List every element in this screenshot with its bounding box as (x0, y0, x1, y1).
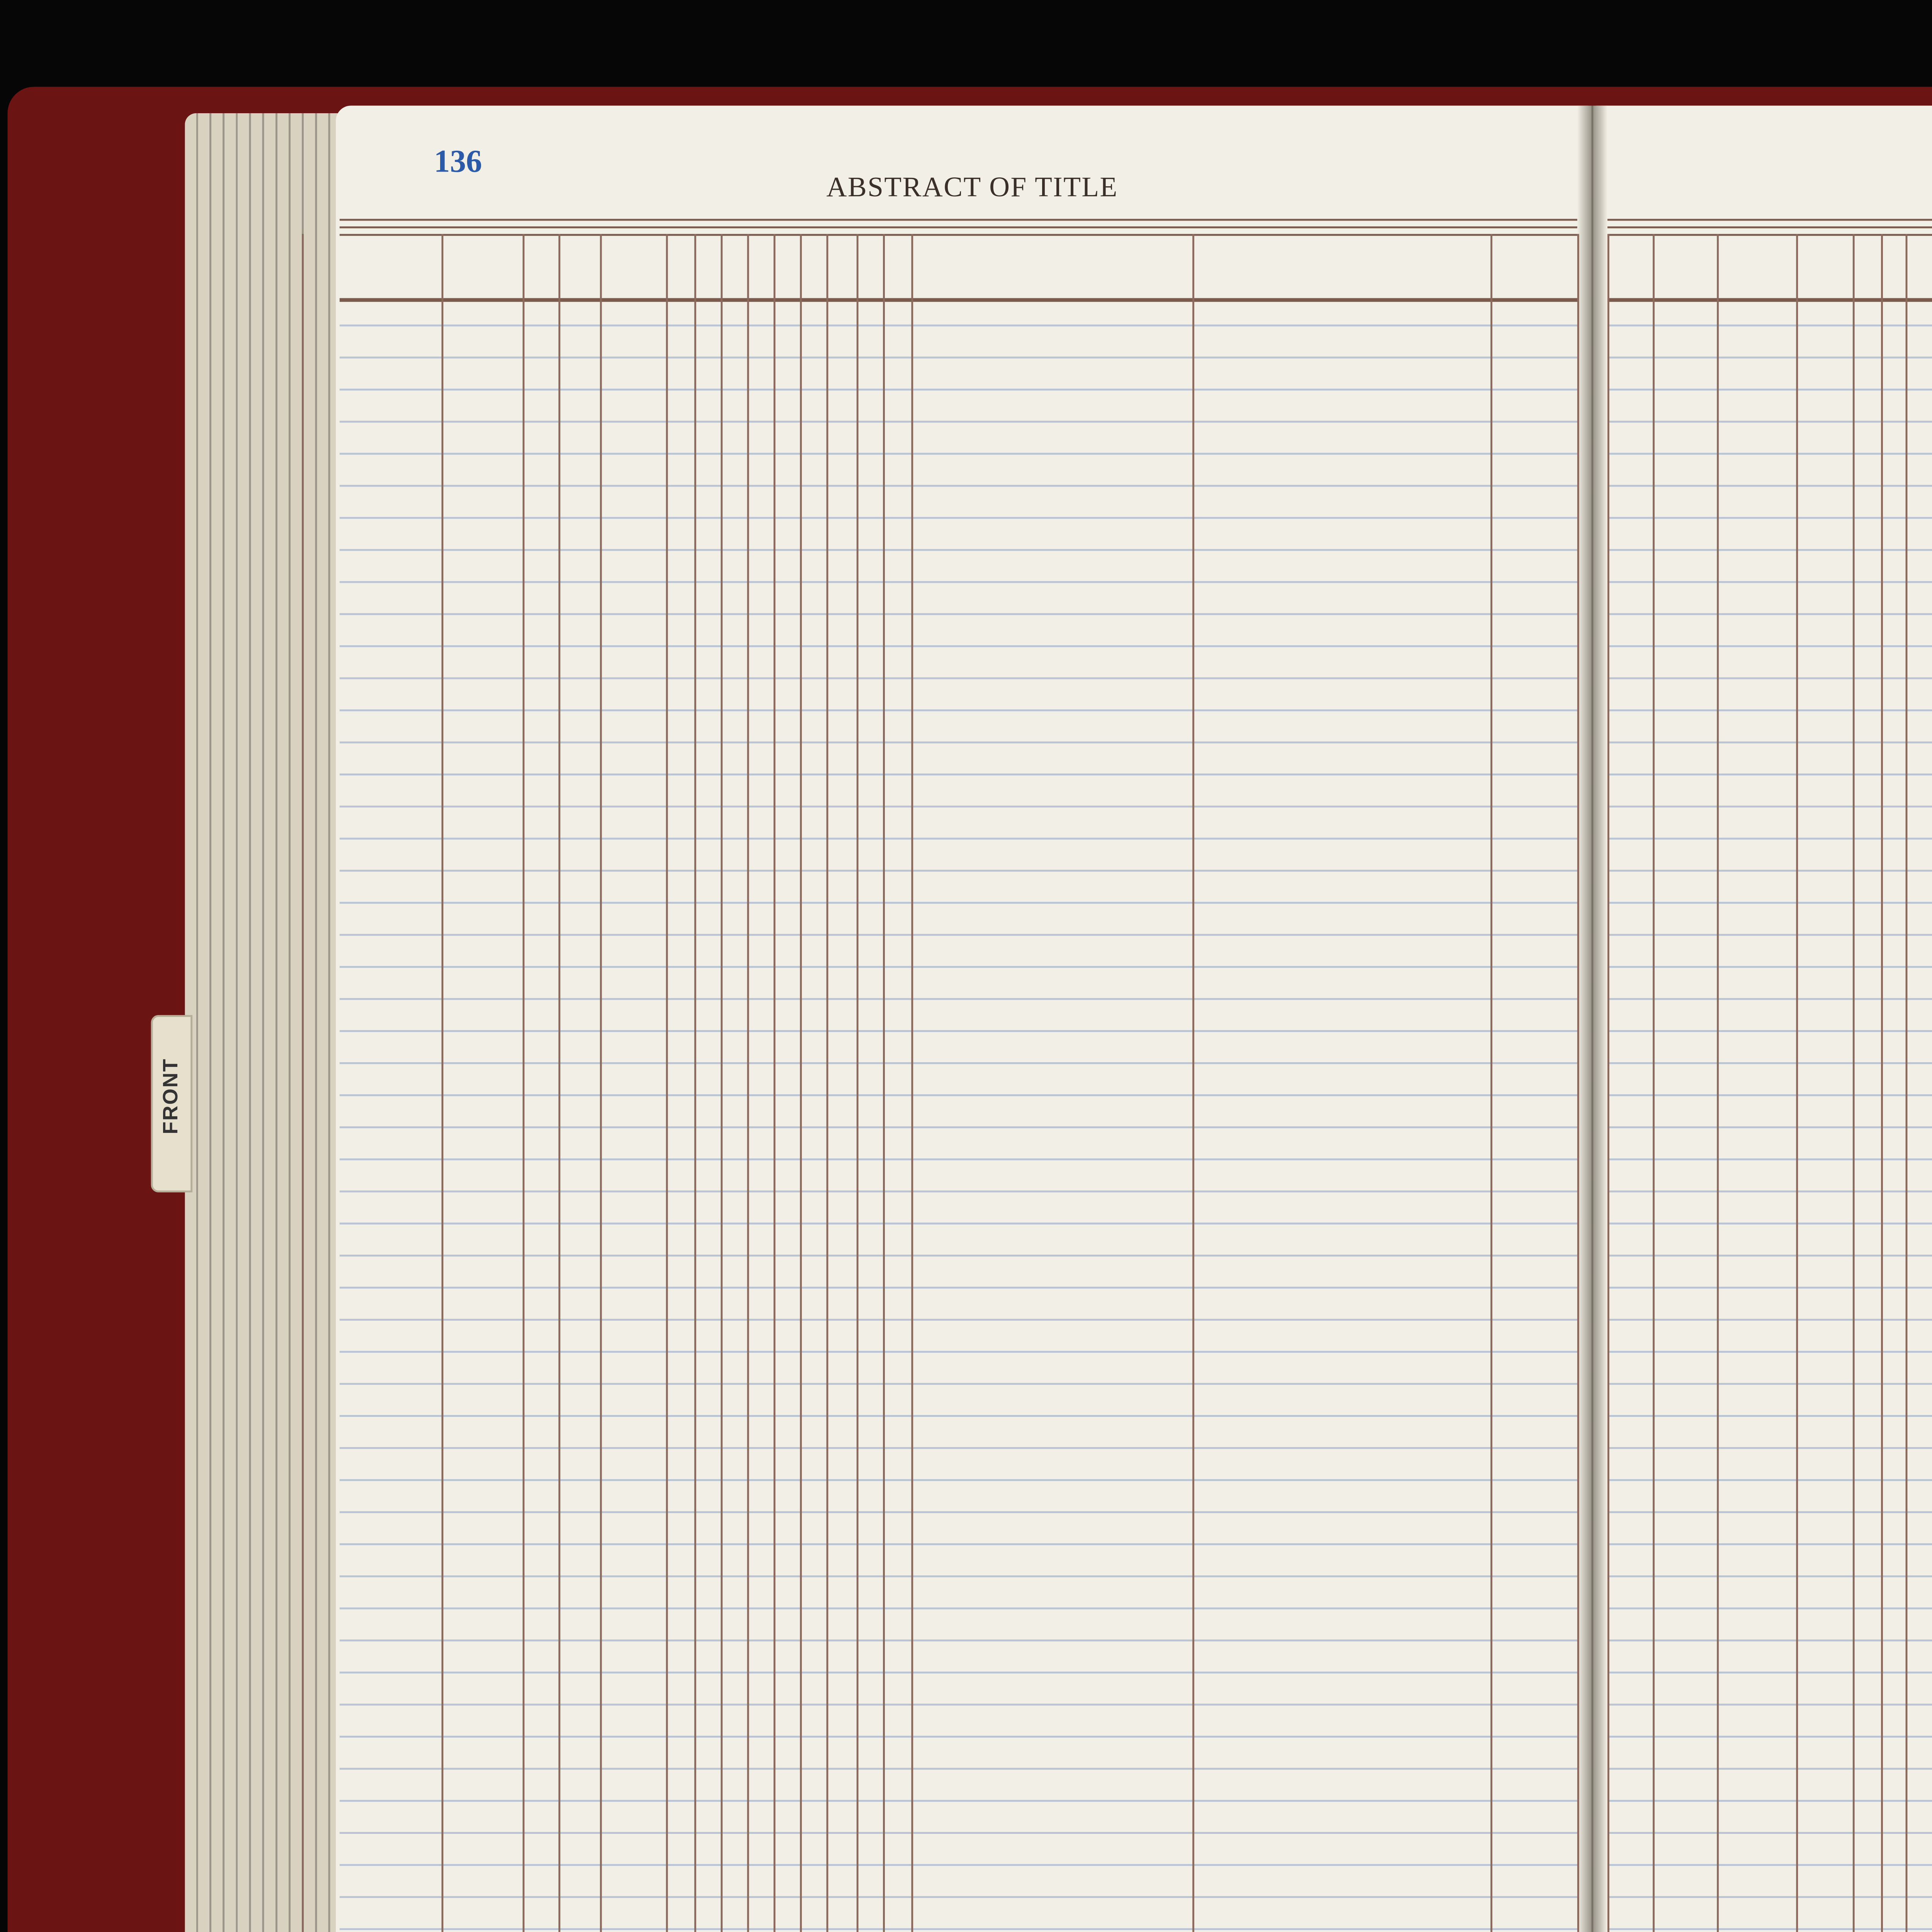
ruled-line (340, 1607, 1577, 1609)
ruled-line (1607, 1415, 1932, 1417)
ruled-line (340, 453, 1577, 455)
page-edges-left (185, 113, 355, 1932)
ruled-line (340, 1832, 1577, 1834)
column-line (1796, 234, 1798, 1932)
ruled-line (340, 581, 1577, 583)
column-line (857, 234, 859, 1932)
ruled-line (1607, 1511, 1932, 1513)
ruled-line (1607, 774, 1932, 776)
ruled-line (1607, 1479, 1932, 1481)
ruled-line (340, 1351, 1577, 1353)
ruled-line (340, 485, 1577, 487)
ruled-line (340, 1126, 1577, 1128)
ruled-line (1607, 1736, 1932, 1738)
column-line (694, 234, 696, 1932)
ruled-line (1607, 1351, 1932, 1353)
header-rule (340, 219, 1577, 221)
ruled-line (1607, 357, 1932, 359)
ruled-line (340, 1575, 1577, 1577)
ruled-line (1607, 1319, 1932, 1321)
ruled-line (1607, 453, 1932, 455)
ruled-line (1607, 1223, 1932, 1225)
ruled-line (1607, 902, 1932, 904)
header-rule (340, 226, 1577, 228)
column-line (883, 234, 885, 1932)
header-bottom-rule (340, 298, 1577, 302)
ruled-line (340, 1094, 1577, 1096)
column-line (1653, 234, 1655, 1932)
ruled-line (1607, 870, 1932, 872)
column-line (1853, 234, 1855, 1932)
ruled-line (340, 1543, 1577, 1545)
ruled-line (1607, 1062, 1932, 1064)
column-line (747, 234, 749, 1932)
ruled-line (1607, 1639, 1932, 1641)
ruled-line (340, 1190, 1577, 1192)
book-gutter (1577, 105, 1607, 1932)
ruled-line (1607, 1543, 1932, 1545)
ruled-line (1607, 1447, 1932, 1449)
ruled-line (1607, 1287, 1932, 1289)
ruled-line (1607, 1864, 1932, 1866)
ruled-line (1607, 1928, 1932, 1930)
column-line (600, 234, 602, 1932)
ruled-line (340, 1864, 1577, 1866)
column-line (1192, 234, 1194, 1932)
ruled-line (340, 1768, 1577, 1770)
column-line (442, 234, 444, 1932)
ruled-line (340, 517, 1577, 519)
front-index-tab[interactable] (151, 1015, 192, 1192)
ruled-line (340, 1319, 1577, 1321)
ruled-line (1607, 998, 1932, 1000)
header-bottom-rule (1607, 298, 1932, 302)
front-tab-label: FRONT (160, 1058, 183, 1134)
ruled-line (340, 742, 1577, 743)
ruled-line (1607, 1896, 1932, 1898)
ruled-line (1607, 742, 1932, 743)
ruled-line (340, 325, 1577, 327)
ruled-line (340, 998, 1577, 1000)
ruled-line (1607, 1030, 1932, 1032)
ruled-line (340, 677, 1577, 679)
ruled-line (340, 645, 1577, 647)
ruled-line (1607, 709, 1932, 711)
ruled-line (1607, 645, 1932, 647)
ruled-line (340, 1447, 1577, 1449)
left-page-title: ABSTRACT OF TITLE (826, 173, 1118, 204)
column-line (827, 234, 828, 1932)
ruled-line (340, 1030, 1577, 1032)
ruled-line (340, 389, 1577, 391)
ruled-line (340, 1511, 1577, 1513)
column-line (1717, 234, 1719, 1932)
ruled-line (1607, 485, 1932, 487)
ruled-line (1607, 1607, 1932, 1609)
ruled-line (340, 870, 1577, 872)
ruled-line (1607, 1126, 1932, 1128)
ruled-line (340, 774, 1577, 776)
column-line (1906, 234, 1908, 1932)
ruled-line (1607, 613, 1932, 615)
column-line (666, 234, 668, 1932)
header-rule (1607, 234, 1932, 236)
ruled-line (1607, 838, 1932, 840)
column-line (1490, 234, 1492, 1932)
ruled-line (340, 709, 1577, 711)
ruled-line (340, 1800, 1577, 1802)
column-line (302, 234, 304, 1932)
ruled-line (1607, 1190, 1932, 1192)
ruled-line (1607, 325, 1932, 327)
ruled-line (1607, 1094, 1932, 1096)
ruled-line (1607, 389, 1932, 391)
column-line (558, 234, 560, 1932)
ruled-line (1607, 934, 1932, 936)
ruled-line (340, 549, 1577, 551)
column-line (721, 234, 723, 1932)
ruled-line (340, 1383, 1577, 1385)
ruled-line (340, 421, 1577, 423)
column-line (523, 234, 525, 1932)
ruled-line (1607, 1704, 1932, 1706)
ruled-line (340, 1062, 1577, 1064)
ruled-line (340, 1928, 1577, 1930)
ruled-line (340, 1287, 1577, 1289)
header-rule (1607, 226, 1932, 228)
ruled-line (1607, 1672, 1932, 1673)
column-line (911, 234, 913, 1932)
ruled-line (340, 1223, 1577, 1225)
ruled-line (1607, 1768, 1932, 1770)
ruled-line (340, 357, 1577, 359)
ruled-line (340, 806, 1577, 808)
ruled-line (1607, 1158, 1932, 1160)
ruled-line (1607, 1800, 1932, 1802)
ruled-line (340, 1672, 1577, 1673)
left-page-number: 136 (434, 143, 482, 179)
ruled-line (1607, 581, 1932, 583)
ruled-line (340, 1415, 1577, 1417)
column-line (1607, 234, 1609, 1932)
column-line (774, 234, 776, 1932)
ruled-line (340, 966, 1577, 968)
ruled-line (340, 934, 1577, 936)
ruled-line (340, 1158, 1577, 1160)
ruled-line (1607, 517, 1932, 519)
ruled-line (340, 1639, 1577, 1641)
ruled-line (340, 1704, 1577, 1706)
header-rule (340, 234, 1577, 236)
ruled-line (1607, 966, 1932, 968)
ruled-line (340, 1896, 1577, 1898)
ruled-line (340, 1736, 1577, 1738)
ruled-line (1607, 1575, 1932, 1577)
ruled-line (1607, 1255, 1932, 1257)
ruled-line (340, 613, 1577, 615)
ruled-line (1607, 421, 1932, 423)
header-rule (1607, 219, 1932, 221)
column-line (1881, 234, 1883, 1932)
ruled-line (1607, 677, 1932, 679)
column-line (1577, 234, 1579, 1932)
ruled-line (340, 902, 1577, 904)
ruled-line (340, 838, 1577, 840)
ruled-line (1607, 1383, 1932, 1385)
ruled-line (1607, 1832, 1932, 1834)
ruled-line (1607, 549, 1932, 551)
ruled-line (1607, 806, 1932, 808)
ruled-line (340, 1255, 1577, 1257)
ruled-line (340, 1479, 1577, 1481)
column-line (800, 234, 802, 1932)
